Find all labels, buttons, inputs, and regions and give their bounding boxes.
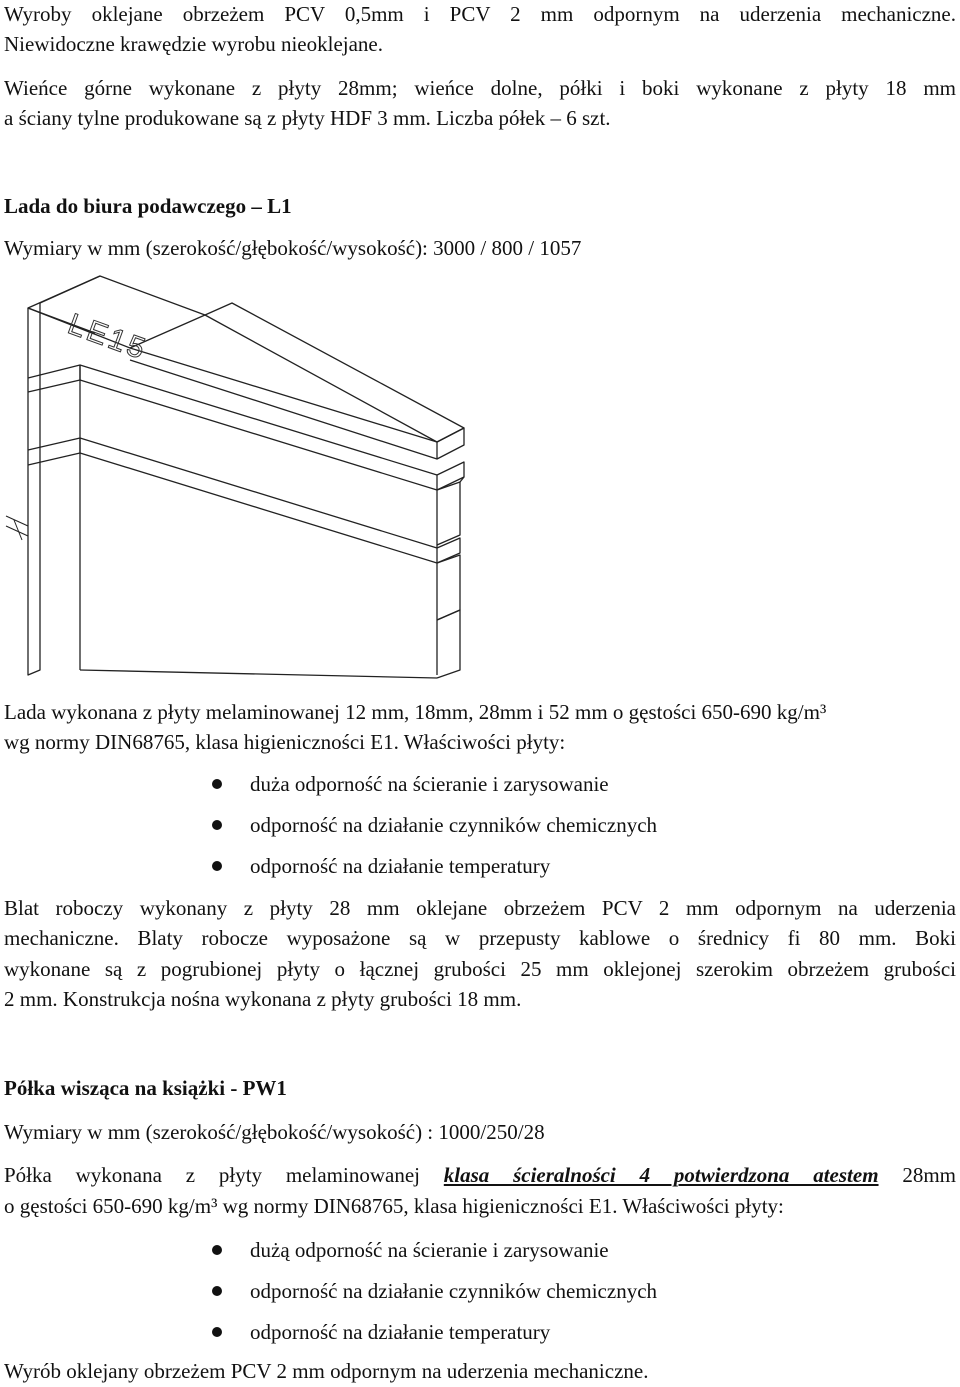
abrasion-class-emphasis: klasa ścieralności 4 potwierdzona atestem [443, 1163, 879, 1187]
bullet-icon [212, 820, 222, 830]
bullet-icon [212, 1245, 222, 1255]
worktop-para-line-4: 2 mm. Konstrukcja nośna wykonana z płyty grubości 18 mm. [4, 987, 522, 1011]
intro-line-1: Wyroby oklejane obrzeżem PCV 0,5mm i PCV 2 mm odpornym na uderzenia mechaniczne. [4, 2, 956, 26]
l1-property-2: odporność na działanie czynników chemicznych [250, 813, 658, 837]
right-front-panel-1 [437, 482, 460, 545]
counter-top-surface [205, 303, 464, 442]
desc-pw1-line-1 [4, 1163, 956, 1187]
counter-top-edge [437, 428, 464, 459]
l1-property-3: odporność na działanie temperatury [250, 854, 551, 878]
right-front-panel-3 [437, 610, 460, 678]
worktop-para-line-3: wykonane są z pogrubionej płyty o łącznej grubości 25 mm oklejonej szerokim obrzeżem grubości [4, 957, 956, 981]
l1-property-1: duża odporność na ścieranie i zarysowanie [250, 772, 609, 796]
desc-l1-line-1: Lada wykonana z płyty melaminowanej 12 mm, 18mm, 28mm i 52 mm o gęstości 650-690 kg/m³ [4, 700, 827, 724]
worktop-para-line-1: Blat roboczy wykonany z płyty 28 mm oklejane obrzeżem PCV 2 mm odpornym na uderzenia [4, 896, 956, 920]
desc-pw1-line-2: o gęstości 650-690 kg/m³ wg normy DIN68765, klasa higieniczności E1. Właściwości płyty: [4, 1194, 784, 1218]
desc-pw1-text-a: Półka wykonana z płyty melaminowanej [4, 1163, 420, 1187]
section-title-l1: Lada do biura podawczego – L1 [4, 194, 292, 218]
drawing-model-label: LE15 [63, 307, 153, 367]
bullet-icon [212, 1286, 222, 1296]
reception-desk-drawing [0, 270, 960, 685]
bullet-icon [212, 1327, 222, 1337]
desc-pw1-text-b: 28mm [902, 1163, 957, 1187]
dimensions-l1: Wymiary w mm (szerokość/głębokość/wysokość): 3000 / 800 / 1057 [4, 236, 582, 260]
left-side-panel [28, 303, 40, 675]
front-panel-band-2 [28, 438, 80, 465]
intro-line-2: Niewidoczne krawędzie wyrobu nieoklejane. [4, 32, 384, 56]
pw1-property-2: odporność na działanie czynników chemicznych [250, 1279, 658, 1303]
intro-line-3: Wieńce górne wykonane z płyty 28mm; wieńce dolne, półki i boki wykonane z płyty 18 mm [4, 76, 956, 100]
desc-l1-line-2: wg normy DIN68765, klasa higieniczności E1. Właściwości płyty: [4, 730, 566, 754]
bullet-icon [212, 861, 222, 871]
pw1-property-1: dużą odporność na ścieranie i zarysowanie [250, 1238, 609, 1262]
final-note: Wyrób oklejany obrzeżem PCV 2 mm odpornym na uderzenia mechaniczne. [4, 1359, 649, 1383]
section-title-pw1: Półka wisząca na książki - PW1 [4, 1076, 287, 1100]
dimensions-pw1: Wymiary w mm (szerokość/głębokość/wysokość) : 1000/250/28 [4, 1120, 545, 1144]
right-front-panel-2 [437, 555, 460, 620]
intro-line-4: a ściany tylne produkowane są z płyty HDF 3 mm. Liczba półek – 6 szt. [4, 106, 611, 130]
worktop-para-line-2: mechaniczne. Blaty robocze wyposażone są w przepusty kablowe o średnicy fi 80 mm. Boki [4, 926, 956, 950]
front-panel-band-1 [28, 365, 80, 392]
pw1-property-3: odporność na działanie temperatury [250, 1320, 551, 1344]
bullet-icon [212, 779, 222, 789]
